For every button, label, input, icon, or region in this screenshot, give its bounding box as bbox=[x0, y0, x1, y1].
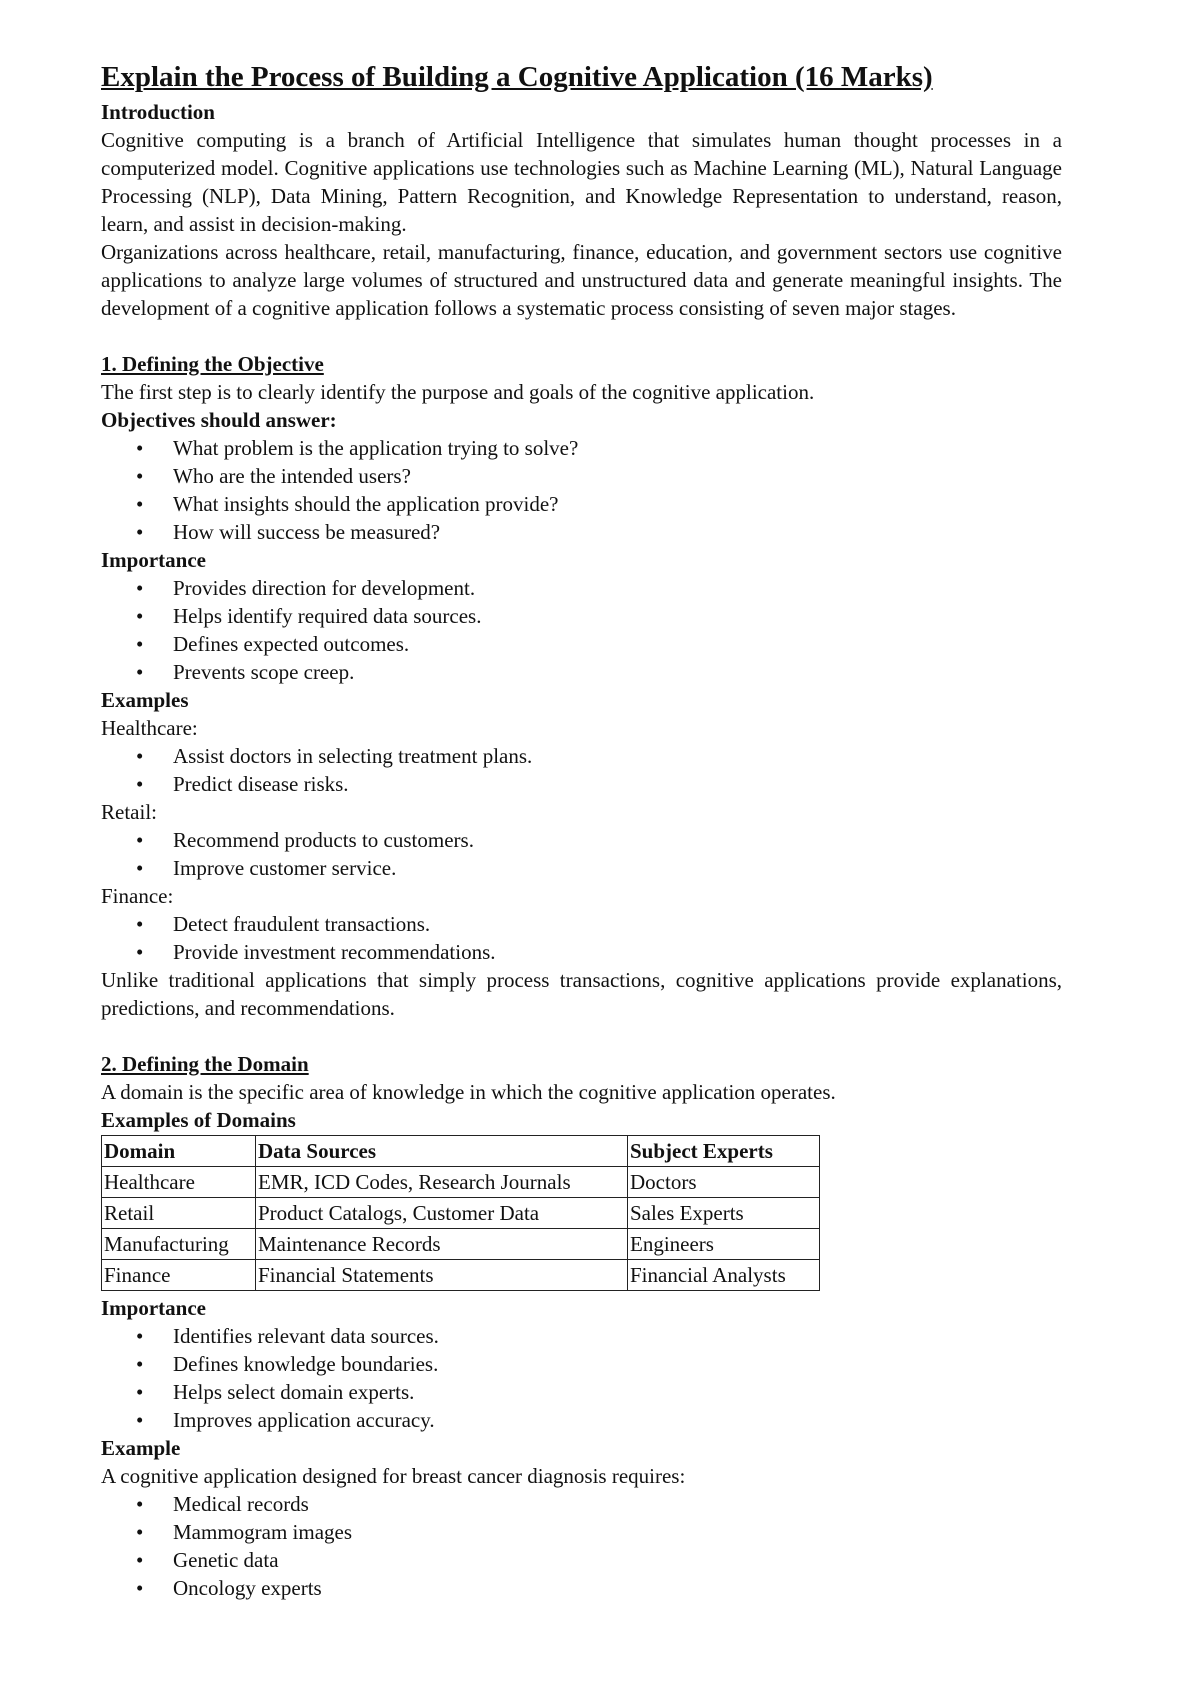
table-header: Subject Experts bbox=[628, 1136, 820, 1167]
domains-table-heading: Examples of Domains bbox=[101, 1108, 296, 1132]
table-cell: EMR, ICD Codes, Research Journals bbox=[256, 1167, 628, 1198]
list-item: • How will success be measured? bbox=[173, 518, 1062, 546]
list-item: • Provides direction for development. bbox=[173, 574, 1062, 602]
list-item: • Mammogram images bbox=[173, 1518, 1062, 1546]
table-row bbox=[102, 1198, 820, 1229]
intro-paragraph-1: Cognitive computing is a branch of Artificial Intelligence that simulates human thought processes in a computerized model. Cognitive applications use technologies such as Machine Learning (ML), Natural Language Processing (NLP), Data Mining, Pattern Recognition, and Knowledge Representation to understand, reason, learn, and assist in decision-making. bbox=[101, 128, 1062, 236]
example-text: A cognitive application designed for breast cancer diagnosis requires: bbox=[101, 1464, 686, 1488]
list-item: • What problem is the application trying to solve? bbox=[173, 434, 1062, 462]
section-1-heading: 1. Defining the Objective bbox=[101, 352, 324, 376]
document-page bbox=[101, 58, 1062, 1602]
table-cell: Maintenance Records bbox=[256, 1229, 628, 1260]
table-row bbox=[102, 1260, 820, 1291]
list-item: • Identifies relevant data sources. bbox=[173, 1322, 1062, 1350]
list-item: • What insights should the application provide? bbox=[173, 490, 1062, 518]
retail-list bbox=[101, 826, 1062, 882]
list-item: • Predict disease risks. bbox=[173, 770, 1062, 798]
list-item: • Helps identify required data sources. bbox=[173, 602, 1062, 630]
section-1-closing: Unlike traditional applications that simply process transactions, cognitive applications provide explanations, predictions, and recommendations. bbox=[101, 968, 1062, 1020]
spacer bbox=[101, 322, 1062, 350]
list-item: • Improves application accuracy. bbox=[173, 1406, 1062, 1434]
list-item: • Genetic data bbox=[173, 1546, 1062, 1574]
list-item: • Prevents scope creep. bbox=[173, 658, 1062, 686]
healthcare-list bbox=[101, 742, 1062, 798]
list-item: • Assist doctors in selecting treatment plans. bbox=[173, 742, 1062, 770]
table-cell: Engineers bbox=[628, 1229, 820, 1260]
list-item: • Who are the intended users? bbox=[173, 462, 1062, 490]
table-cell: Finance bbox=[102, 1260, 256, 1291]
list-item: • Helps select domain experts. bbox=[173, 1378, 1062, 1406]
example-list bbox=[101, 1490, 1062, 1602]
importance-list bbox=[101, 1322, 1062, 1434]
intro-paragraph-2: Organizations across healthcare, retail, manufacturing, finance, education, and government sectors use cognitive applications to analyze large volumes of structured and unstructured data and generate meaningful insights. The development of a cognitive application follows a systematic process consisting of seven major stages. bbox=[101, 240, 1062, 320]
list-item: • Improve customer service. bbox=[173, 854, 1062, 882]
retail-label: Retail: bbox=[101, 800, 157, 824]
table-row bbox=[102, 1229, 820, 1260]
list-item: • Detect fraudulent transactions. bbox=[173, 910, 1062, 938]
table-cell: Financial Statements bbox=[256, 1260, 628, 1291]
table-cell: Financial Analysts bbox=[628, 1260, 820, 1291]
section-1-text: The first step is to clearly identify the purpose and goals of the cognitive application. bbox=[101, 380, 815, 404]
table-cell: Retail bbox=[102, 1198, 256, 1229]
list-item: • Defines knowledge boundaries. bbox=[173, 1350, 1062, 1378]
objectives-list bbox=[101, 434, 1062, 546]
page-title: Explain the Process of Building a Cognitive Application (16 Marks) bbox=[101, 61, 933, 93]
importance-list bbox=[101, 574, 1062, 686]
table-cell: Product Catalogs, Customer Data bbox=[256, 1198, 628, 1229]
list-item: • Provide investment recommendations. bbox=[173, 938, 1062, 966]
table-header: Domain bbox=[102, 1136, 256, 1167]
table-cell: Healthcare bbox=[102, 1167, 256, 1198]
list-item: • Oncology experts bbox=[173, 1574, 1062, 1602]
importance-heading: Importance bbox=[101, 1296, 206, 1320]
examples-heading: Examples bbox=[101, 688, 189, 712]
section-2-heading: 2. Defining the Domain bbox=[101, 1052, 309, 1076]
table-cell: Sales Experts bbox=[628, 1198, 820, 1229]
domains-table bbox=[101, 1135, 820, 1291]
table-cell: Doctors bbox=[628, 1167, 820, 1198]
intro-heading: Introduction bbox=[101, 100, 215, 124]
importance-heading: Importance bbox=[101, 548, 206, 572]
list-item: • Defines expected outcomes. bbox=[173, 630, 1062, 658]
table-row bbox=[102, 1167, 820, 1198]
section-2-text: A domain is the specific area of knowledge in which the cognitive application operates. bbox=[101, 1080, 836, 1104]
finance-list bbox=[101, 910, 1062, 966]
objectives-heading: Objectives should answer: bbox=[101, 408, 337, 432]
healthcare-label: Healthcare: bbox=[101, 716, 198, 740]
table-header-row bbox=[102, 1136, 820, 1167]
spacer bbox=[101, 1022, 1062, 1050]
finance-label: Finance: bbox=[101, 884, 174, 908]
table-header: Data Sources bbox=[256, 1136, 628, 1167]
list-item: • Medical records bbox=[173, 1490, 1062, 1518]
table-cell: Manufacturing bbox=[102, 1229, 256, 1260]
list-item: • Recommend products to customers. bbox=[173, 826, 1062, 854]
example-heading: Example bbox=[101, 1436, 181, 1460]
